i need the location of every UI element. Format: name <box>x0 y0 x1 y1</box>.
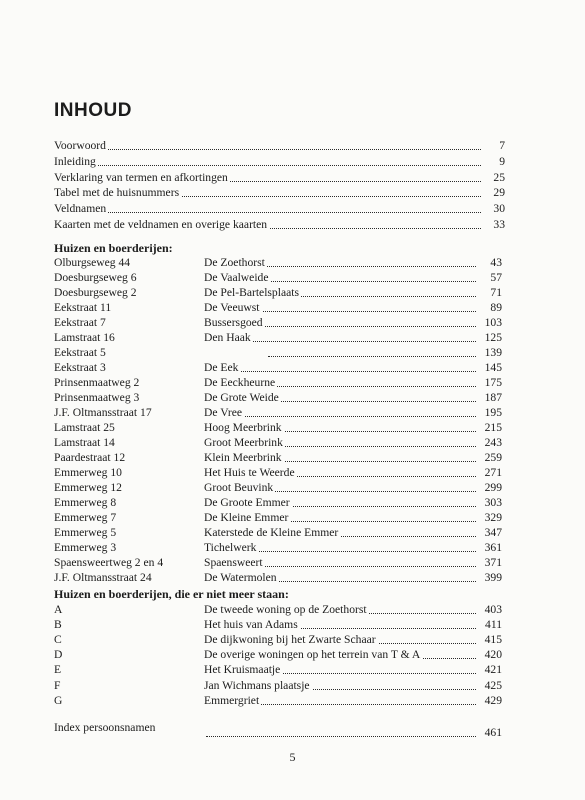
entry-page: 303 <box>484 496 502 509</box>
lost-house-entry <box>204 693 502 709</box>
entry-page: 399 <box>484 571 502 584</box>
entry-page: 411 <box>485 618 502 632</box>
entry-title: Klein Meerbrink <box>204 451 282 464</box>
entry-page: 420 <box>484 648 502 662</box>
entry-page: 259 <box>484 451 502 464</box>
entry-title: Bussersgoed <box>204 316 263 329</box>
house-entry <box>204 510 502 526</box>
address: F <box>54 678 61 692</box>
house-entry <box>204 300 502 316</box>
house-entry <box>204 360 502 376</box>
entry-page: 30 <box>493 202 505 216</box>
entry-title: Den Haak <box>204 331 251 344</box>
address: E <box>54 663 62 677</box>
house-entry <box>204 435 502 451</box>
house-entry <box>204 480 502 496</box>
house-entry <box>204 465 502 481</box>
house-entry <box>204 330 502 346</box>
entry-page: 57 <box>490 271 502 284</box>
dot-leader <box>206 736 476 737</box>
entry-page: 43 <box>490 256 502 269</box>
dot-leader <box>94 149 481 150</box>
entry-title: Het huis van Adams <box>204 618 298 632</box>
address: Eekstraat 7 <box>54 316 106 329</box>
entry-page: 299 <box>484 481 502 494</box>
house-entry <box>204 285 502 301</box>
entry-title: Tichelwerk <box>204 541 257 554</box>
house-entry <box>204 525 502 541</box>
entry-title: De Groote Emmer <box>204 496 290 509</box>
house-entry <box>204 555 502 571</box>
entry-page: 187 <box>484 391 502 404</box>
entry-page: 71 <box>490 286 502 299</box>
house-entry <box>204 270 502 286</box>
entry-page: 139 <box>484 346 502 359</box>
entry-page: 175 <box>484 376 502 389</box>
entry-title: Groot Meerbrink <box>204 436 283 449</box>
house-entry <box>204 345 502 361</box>
address: Doesburgseweg 2 <box>54 286 137 299</box>
entry-title: De Eek <box>204 361 239 374</box>
house-entry <box>204 315 502 331</box>
entry-title: Emmergriet <box>204 693 260 707</box>
dot-leader <box>234 566 476 567</box>
entry-page: 425 <box>484 678 502 692</box>
entry-page: 29 <box>493 186 505 200</box>
lost-house-entry <box>204 647 502 663</box>
address: Lamstraat 25 <box>54 421 115 434</box>
toc-entry <box>54 217 505 233</box>
entry-page: 461 <box>484 726 502 739</box>
entry-title: Verklaring van termen en afkortingen <box>54 170 228 184</box>
index-row <box>204 725 502 741</box>
section1-heading: Huizen en boerderijen: <box>54 241 173 255</box>
address: Emmerweg 7 <box>54 511 117 524</box>
entry-page: 25 <box>493 170 505 184</box>
entry-page: 243 <box>484 436 502 449</box>
entry-title: De Kleine Emmer <box>204 511 289 524</box>
entry-page: 195 <box>484 406 502 419</box>
house-entry <box>204 255 502 271</box>
lost-house-entry <box>204 662 502 678</box>
entry-page: 145 <box>484 361 502 374</box>
entry-title: De Eeckheurne <box>204 376 276 389</box>
house-entry <box>204 540 502 556</box>
toc-entry <box>54 201 505 217</box>
address: Prinsenmaatweg 3 <box>54 391 140 404</box>
address: Olburgseweg 44 <box>54 256 131 269</box>
address: Eekstraat 11 <box>54 301 112 314</box>
entry-page: 7 <box>499 139 505 152</box>
entry-title: Hoog Meerbrink <box>204 421 282 434</box>
dot-leader <box>234 551 476 552</box>
house-entry <box>204 405 502 421</box>
entry-title: Groot Beuvink <box>204 481 274 494</box>
lost-house-entry <box>204 632 502 648</box>
address: J.F. Oltmansstraat 17 <box>54 406 152 419</box>
page-number: 5 <box>289 750 296 764</box>
address: Lamstraat 16 <box>54 331 115 344</box>
entry-title: Inleiding <box>54 154 96 168</box>
address: Emmerweg 8 <box>54 496 117 509</box>
address: G <box>54 693 63 707</box>
entry-page: 415 <box>484 633 502 647</box>
dot-leader <box>234 311 476 312</box>
page-title: INHOUD <box>54 100 132 121</box>
address: Eekstraat 3 <box>54 361 106 374</box>
dot-leader <box>234 704 476 705</box>
dot-leader <box>268 356 476 357</box>
address: Emmerweg 12 <box>54 481 122 494</box>
house-entry <box>204 390 502 406</box>
entry-title: De Zoethorst <box>204 256 265 269</box>
entry-page: 361 <box>484 541 502 554</box>
entry-page: 215 <box>484 421 502 434</box>
address: Index persoonsnamen <box>54 721 156 734</box>
entry-title: De tweede woning op de Zoethorst <box>204 603 367 616</box>
house-entry <box>204 570 502 586</box>
entry-page: 403 <box>484 603 502 616</box>
entry-title: De Watermolen <box>204 571 277 584</box>
entry-page: 421 <box>484 663 502 677</box>
house-entry <box>204 375 502 391</box>
entry-page: 429 <box>484 693 502 707</box>
entry-page: 33 <box>493 218 505 231</box>
entry-title: Veldnamen <box>54 202 107 216</box>
address: D <box>54 648 63 662</box>
entry-title: De Vree <box>204 406 243 419</box>
lost-house-entry <box>204 617 502 633</box>
entry-page: 271 <box>484 466 502 479</box>
entry-page: 125 <box>484 331 502 344</box>
address: Eekstraat 5 <box>54 346 106 359</box>
entry-title: Kaarten met de veldnamen en overige kaarten <box>54 218 268 231</box>
address: J.F. Oltmansstraat 24 <box>54 571 152 584</box>
entry-title: Het Kruismaatje <box>204 663 281 677</box>
entry-title: De Grote Weide <box>204 391 279 404</box>
toc-entry <box>54 154 505 170</box>
dot-leader <box>234 341 476 342</box>
entry-title: Spaensweert <box>204 556 263 569</box>
address: Emmerweg 5 <box>54 526 117 539</box>
address: Spaensweertweg 2 en 4 <box>54 556 164 569</box>
address: Emmerweg 3 <box>54 541 117 554</box>
address: B <box>54 618 62 632</box>
entry-title: Tabel met de huisnummers <box>54 186 180 200</box>
house-entry <box>204 495 502 511</box>
entry-title: De Veeuwst <box>204 301 260 314</box>
entry-title: Katerstede de Kleine Emmer <box>204 526 339 539</box>
address: Doesburgseweg 6 <box>54 271 137 284</box>
lost-house-entry <box>204 602 502 618</box>
entry-page: 329 <box>484 511 502 524</box>
dot-leader <box>94 165 481 166</box>
entry-title: Voorwoord <box>54 139 106 152</box>
entry-page: 347 <box>484 526 502 539</box>
toc-entry <box>54 170 505 186</box>
dot-leader <box>234 371 476 372</box>
dot-leader <box>94 212 481 213</box>
toc-entry <box>54 138 505 154</box>
house-entry <box>204 450 502 466</box>
lost-house-entry <box>204 678 502 694</box>
address: A <box>54 603 63 616</box>
dot-leader <box>234 266 476 267</box>
entry-title: Het Huis te Weerde <box>204 466 295 479</box>
house-entry <box>204 420 502 436</box>
entry-page: 103 <box>484 316 502 329</box>
entry-page: 89 <box>490 301 502 314</box>
entry-page: 371 <box>484 556 502 569</box>
entry-title: Jan Wichmans plaatsje <box>204 678 310 692</box>
entry-page: 9 <box>499 154 505 168</box>
address: Lamstraat 14 <box>54 436 115 449</box>
entry-title: De Vaalweide <box>204 271 269 284</box>
section2-heading: Huizen en boerderijen, die er niet meer staan: <box>54 587 289 601</box>
dot-leader <box>234 326 476 327</box>
entry-title: De Pel-Bartelsplaats <box>204 286 299 299</box>
dot-leader <box>234 416 476 417</box>
address: Paardestraat 12 <box>54 451 126 464</box>
address: C <box>54 633 62 647</box>
entry-title: De dijkwoning bij het Zwarte Schaar <box>204 633 376 647</box>
entry-title: De overige woningen op het terrein van T & A <box>204 648 421 662</box>
toc-entry <box>54 185 505 201</box>
address: Prinsenmaatweg 2 <box>54 376 140 389</box>
address: Emmerweg 10 <box>54 466 122 479</box>
